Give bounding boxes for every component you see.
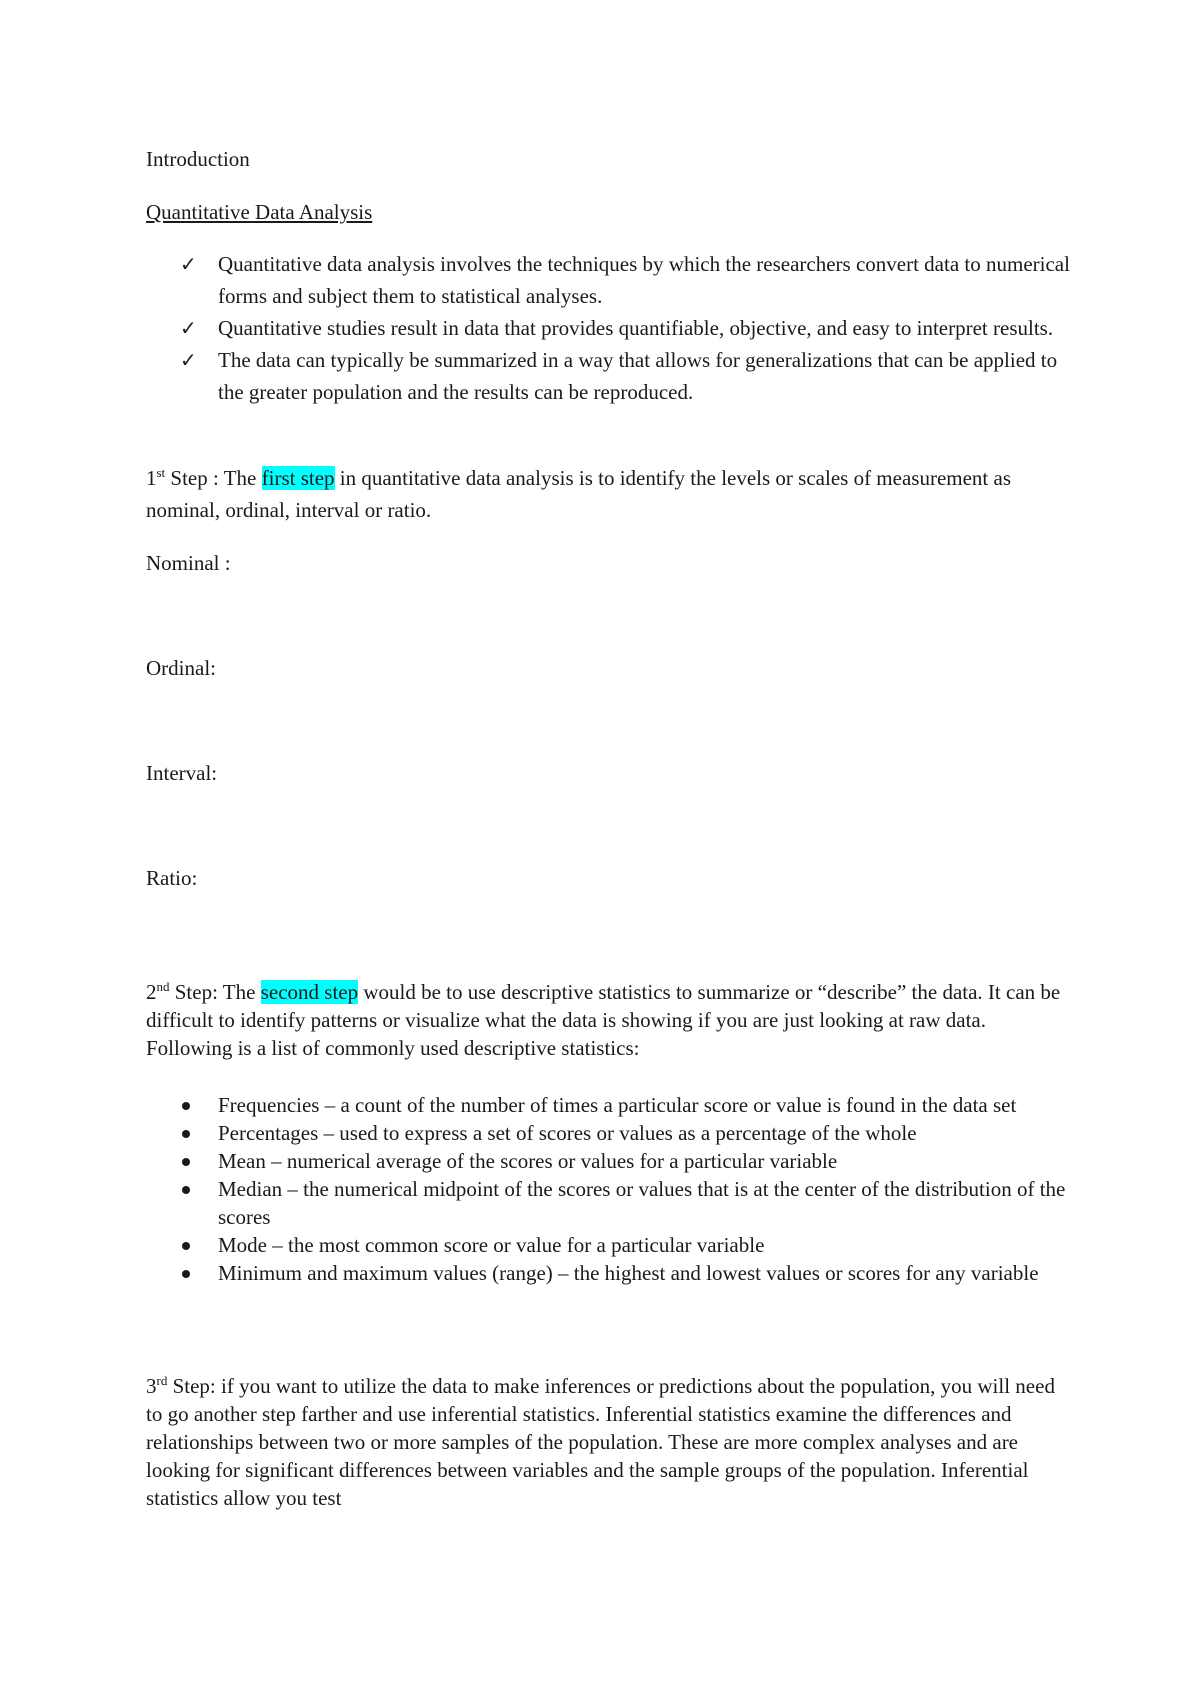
checklist — [146, 248, 1076, 408]
step-2-intro: Step: The — [169, 980, 261, 1004]
check-mark-icon: ✓ — [180, 252, 197, 276]
bullet-icon — [182, 1158, 190, 1166]
level-nominal: Nominal : — [146, 551, 231, 575]
document-title: Introduction — [146, 147, 250, 171]
list-item-text: Mean – numerical average of the scores or values for a particular variable — [218, 1149, 838, 1173]
step-2-text: would be to use descriptive statistics to summarize or “describe” the data. It can be difficult to identify patterns or visualize what the data is showing if you are just looking at raw data. Following is a list of commonly used descriptive statistics: — [146, 980, 1061, 1060]
step-1-intro: Step : The — [165, 466, 262, 490]
step-1-text: in quantitative data analysis is to identify the levels or scales of measurement as nominal, ordinal, interval or ratio. — [146, 466, 1012, 522]
step-2-number: 2 — [146, 980, 157, 1004]
step-3-text: Step: if you want to utilize the data to make inferences or predictions about the population, you will need to go another step farther and use inferential statistics. Inferential statistics examine the differences and relationships between two or more samples of the population. These are more complex analyses and are looking for significant differences between variables and the sample groups of the population. Inferential statistics allow you test — [146, 1374, 1055, 1510]
list-item — [146, 1091, 1076, 1119]
list-item-text: Minimum and maximum values (range) – the highest and lowest values or scores for any variable — [218, 1261, 1039, 1285]
list-item-text: Frequencies – a count of the number of times a particular score or value is found in the data set — [218, 1093, 1017, 1117]
bullet-icon — [182, 1270, 190, 1278]
list-item — [146, 1231, 1076, 1259]
check-mark-icon: ✓ — [180, 348, 197, 372]
bullet-icon — [182, 1130, 190, 1138]
checklist-item-text: Quantitative data analysis involves the techniques by which the researchers convert data to numerical forms and subject them to statistical analyses. — [218, 252, 1070, 308]
level-interval: Interval: — [146, 761, 218, 785]
step-3-ordinal: rd — [156, 1373, 168, 1388]
section-heading: Quantitative Data Analysis — [146, 200, 373, 224]
step-3-paragraph — [146, 1372, 1076, 1512]
checklist-item — [146, 312, 1076, 344]
checklist-item-text: Quantitative studies result in data that provides quantifiable, objective, and easy to interpret results. — [218, 316, 1054, 340]
list-item-text: Percentages – used to express a set of scores or values as a percentage of the whole — [218, 1121, 917, 1145]
bullet-icon — [182, 1242, 190, 1250]
level-ordinal: Ordinal: — [146, 656, 216, 680]
list-item — [146, 1147, 1076, 1175]
step-1-number: 1 — [146, 466, 157, 490]
checklist-item — [146, 248, 1076, 312]
step-1-ordinal: st — [156, 465, 166, 480]
step-2-ordinal: nd — [156, 979, 170, 994]
level-ratio: Ratio: — [146, 866, 198, 890]
list-item — [146, 1175, 1076, 1231]
list-item — [146, 1259, 1076, 1287]
list-item-text: Mode – the most common score or value for a particular variable — [218, 1233, 765, 1257]
bullet-icon — [182, 1102, 190, 1110]
step-2-paragraph — [146, 978, 1076, 1062]
step-3-number: 3 — [146, 1374, 157, 1398]
list-item-text: Median – the numerical midpoint of the scores or values that is at the center of the distribution of the scores — [218, 1177, 1066, 1229]
step-1-paragraph — [146, 462, 1076, 526]
highlighted-second-step: second step — [260, 980, 359, 1004]
descriptive-stats-list — [146, 1091, 1076, 1287]
highlighted-first-step: first step — [261, 466, 335, 490]
bullet-icon — [182, 1186, 190, 1194]
checklist-item — [146, 344, 1076, 408]
check-mark-icon: ✓ — [180, 316, 197, 340]
checklist-item-text: The data can typically be summarized in a way that allows for generalizations that can be applied to the greater population and the results can be reproduced. — [218, 348, 1058, 404]
list-item — [146, 1119, 1076, 1147]
